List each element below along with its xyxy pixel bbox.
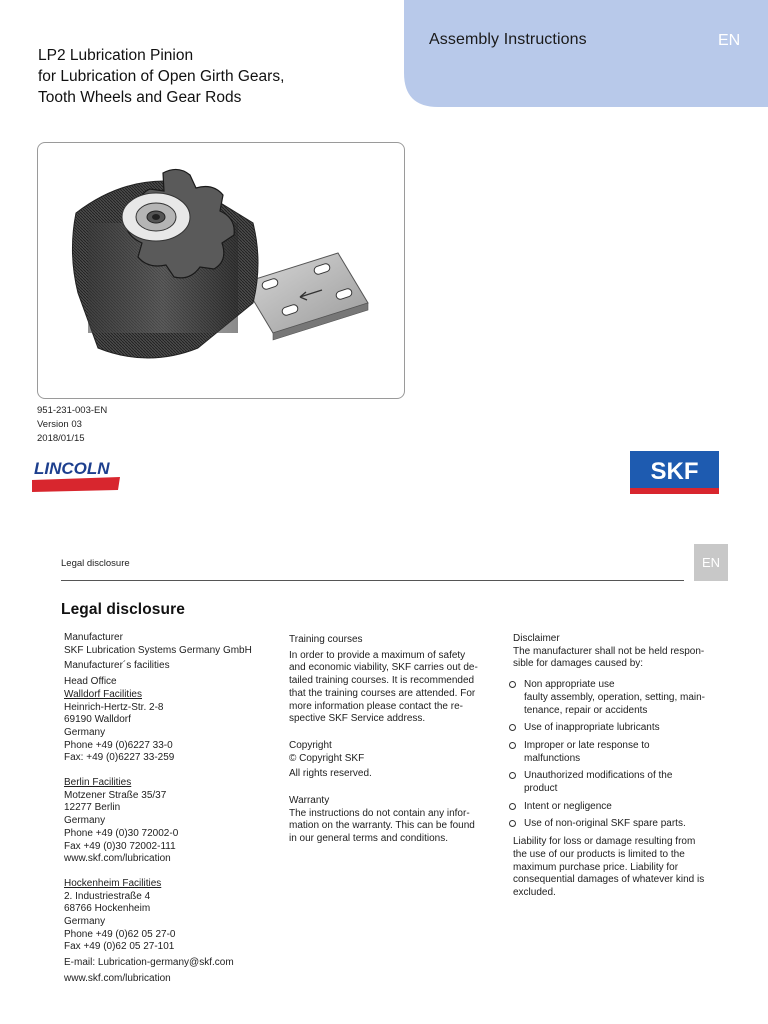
walldorf-phone: Phone +49 (0)6227 33-0	[64, 739, 173, 751]
email-link[interactable]: E-mail: Lubrication-germany@skf.com	[64, 957, 234, 969]
mounting-plate	[243, 253, 368, 340]
breadcrumb: Legal disclosure	[61, 558, 130, 569]
language-label: EN	[718, 32, 741, 49]
warranty-line: in our general terms and conditions.	[289, 833, 448, 845]
liability-line: consequential damages of whatever kind is	[513, 874, 705, 886]
document-title	[38, 45, 284, 108]
training-line: spective SKF Service address.	[289, 713, 426, 725]
berlin-street: Motzener Straße 35/37	[64, 789, 167, 801]
document-version: Version 03	[37, 419, 82, 430]
berlin-heading: Berlin Facilities	[64, 777, 132, 789]
training-line: that the training courses are attended. For	[289, 687, 476, 699]
document-number: 951-231-003-EN	[37, 405, 108, 416]
lincoln-logo	[32, 457, 120, 493]
liability-line: Liability for loss or damage resulting from	[513, 836, 696, 848]
disclaimer-list	[513, 679, 728, 831]
liability-line: maximum purchase price. Liability for	[513, 861, 679, 873]
list-item: Intent or negligence	[513, 801, 728, 814]
berlin-web-link[interactable]: www.skf.com/lubrication	[64, 853, 171, 865]
copyright-line: © Copyright SKF	[289, 752, 365, 764]
facilities-label: Manufacturer´s facilities	[64, 660, 170, 672]
disclaimer-column	[513, 633, 728, 900]
hockenheim-heading: Hockenheim Facilities	[64, 877, 162, 889]
pinion-illustration	[38, 143, 404, 398]
bullet-circle-icon	[509, 820, 516, 827]
disclaimer-line: The manufacturer shall not be held respon-	[513, 645, 705, 657]
skf-logo	[630, 451, 719, 494]
hockenheim-city: 68766 Hockenheim	[64, 903, 151, 915]
header-rule	[61, 580, 684, 581]
walldorf-heading: Walldorf Facilities	[64, 688, 142, 700]
skf-logo-text: SKF	[650, 458, 699, 485]
pinion-gear	[72, 169, 258, 358]
list-item: Use of non-original SKF spare parts.	[513, 818, 728, 831]
training-heading: Training courses	[289, 634, 363, 645]
head-office-label: Head Office	[64, 676, 117, 688]
hockenheim-phone: Phone +49 (0)62 05 27-0	[64, 928, 176, 940]
walldorf-city: 69190 Walldorf	[64, 714, 131, 726]
warranty-heading: Warranty	[289, 795, 330, 807]
bullet-circle-icon	[509, 772, 516, 779]
title-line-2: for Lubrication of Open Girth Gears,	[38, 68, 285, 85]
berlin-city: 12277 Berlin	[64, 802, 121, 814]
walldorf-fax: Fax: +49 (0)6227 33-259	[64, 752, 175, 764]
disclaimer-heading: Disclaimer	[513, 633, 560, 644]
manufacturer-name: SKF Lubrication Systems Germany GmbH	[64, 644, 252, 656]
rights-line: All rights reserved.	[289, 768, 372, 780]
training-line: and economic viability, SKF carries out de-	[289, 662, 478, 674]
bullet-circle-icon	[509, 742, 516, 749]
list-item: Use of inappropriate lubricants	[513, 722, 728, 735]
bullet-circle-icon	[509, 724, 516, 731]
warranty-line: The instructions do not contain any infor-	[289, 807, 470, 819]
copyright-heading: Copyright	[289, 739, 332, 751]
website-link[interactable]: www.skf.com/lubrication	[64, 972, 171, 984]
training-line: In order to provide a maximum of safety	[289, 649, 466, 661]
berlin-fax: Fax +49 (0)30 72002-111	[64, 840, 176, 852]
training-line: more information please contact the re-	[289, 700, 463, 712]
language-tab: EN	[694, 544, 728, 581]
section-title: Legal disclosure	[61, 601, 185, 618]
lincoln-logo-text: LINCOLN	[34, 459, 110, 478]
hockenheim-country: Germany	[64, 916, 106, 928]
document-date: 2018/01/15	[37, 433, 85, 444]
walldorf-country: Germany	[64, 726, 106, 738]
liability-line: the use of our products is limited to the	[513, 848, 685, 860]
berlin-country: Germany	[64, 815, 106, 827]
disclaimer-line: sible for damages caused by:	[513, 658, 644, 670]
product-figure	[37, 142, 405, 399]
manufacturer-column	[64, 632, 279, 986]
title-line-1: LP2 Lubrication Pinion	[38, 47, 194, 64]
walldorf-street: Heinrich-Hertz-Str. 2-8	[64, 701, 164, 713]
hockenheim-street: 2. Industriestraße 4	[64, 890, 151, 902]
bullet-circle-icon	[509, 681, 516, 688]
list-item: Non appropriate use faulty assembly, operation, setting, main- tenance, repair or accidents	[513, 679, 728, 717]
training-column	[289, 634, 494, 846]
manufacturer-label: Manufacturer	[64, 632, 123, 643]
list-item: Unauthorized modifications of the product	[513, 770, 728, 795]
document-type: Assembly Instructions	[429, 31, 587, 48]
hockenheim-fax: Fax +49 (0)62 05 27-101	[64, 941, 175, 953]
warranty-line: mation on the warranty. This can be found	[289, 820, 475, 832]
liability-line: excluded.	[513, 886, 556, 898]
berlin-phone: Phone +49 (0)30 72002-0	[64, 827, 179, 839]
list-item: Improper or late response to malfunctions	[513, 740, 728, 765]
training-line: tailed training courses. It is recommended	[289, 675, 475, 687]
document-meta	[37, 404, 107, 446]
title-line-3: Tooth Wheels and Gear Rods	[38, 89, 242, 106]
bullet-circle-icon	[509, 803, 516, 810]
